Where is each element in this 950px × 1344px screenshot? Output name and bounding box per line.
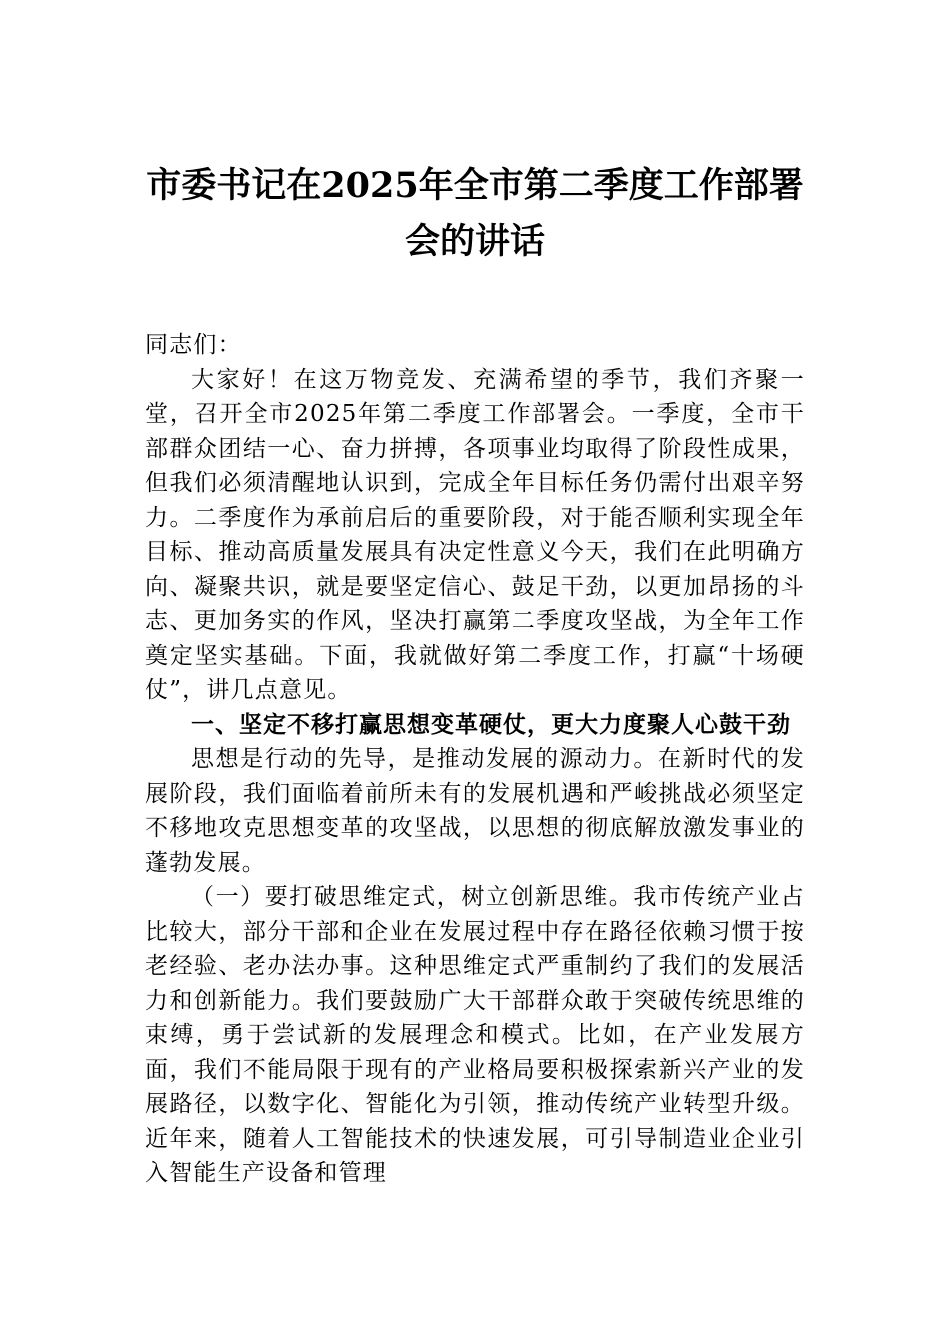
document-title: [145, 158, 805, 270]
document-body: [145, 328, 805, 1191]
paragraph-thought: 思想是行动的先导，是推动发展的源动力。在新时代的发展阶段，我们面临着前所未有的发展机遇和严峻挑战必须坚定不移地攻克思想变革的攻坚战，以思想的彻底解放激发事业的蓬勃发展。: [145, 746, 805, 876]
title-line-1: 市委书记在2025年全市第二季度工作部署: [146, 165, 804, 206]
title-line-2: 会的讲话: [404, 221, 545, 262]
salutation: 同志们：: [145, 332, 242, 358]
paragraph-subsection-1: （一）要打破思维定式，树立创新思维。我市传统产业占比较大，部分干部和企业在发展过程中存在路径依赖习惯于按老经验、老办法办事。这种思维定式严重制约了我们的发展活力和创新能力。我们要鼓励广大干部群众敢于突破传统思维的束缚，勇于尝试新的发展理念和模式。比如，在产业发展方面，我们不能局限于现有的产业格局要积极探索新兴产业的发展路径，以数字化、智能化为引领，推动传统产业转型升级。近年来，随着人工智能技术的快速发展，可引导制造业企业引入智能生产设备和管理: [145, 884, 805, 1186]
section-heading-1: 一、坚定不移打赢思想变革硬仗，更大力度聚人心鼓干劲: [191, 711, 791, 738]
paragraph-opening: 大家好！在这万物竞发、充满希望的季节，我们齐聚一堂，召开全市2025年第二季度工作部署会。一季度，全市干部群众团结一心、奋力拼搏，各项事业均取得了阶段性成果，但我们必须清醒地认识到，完成全年目标任务仍需付出艰辛努力。二季度作为承前启后的重要阶段，对于能否顺利实现全年目标、推动高质量发展具有决定性意义今天，我们在此明确方向、凝聚共识，就是要坚定信心、鼓足干劲，以更加昂扬的斗志、更加务实的作风，坚决打赢第二季度攻坚战，为全年工作奠定坚实基础。下面，我就做好第二季度工作，打赢“十场硬仗”，讲几点意见。: [145, 366, 805, 703]
